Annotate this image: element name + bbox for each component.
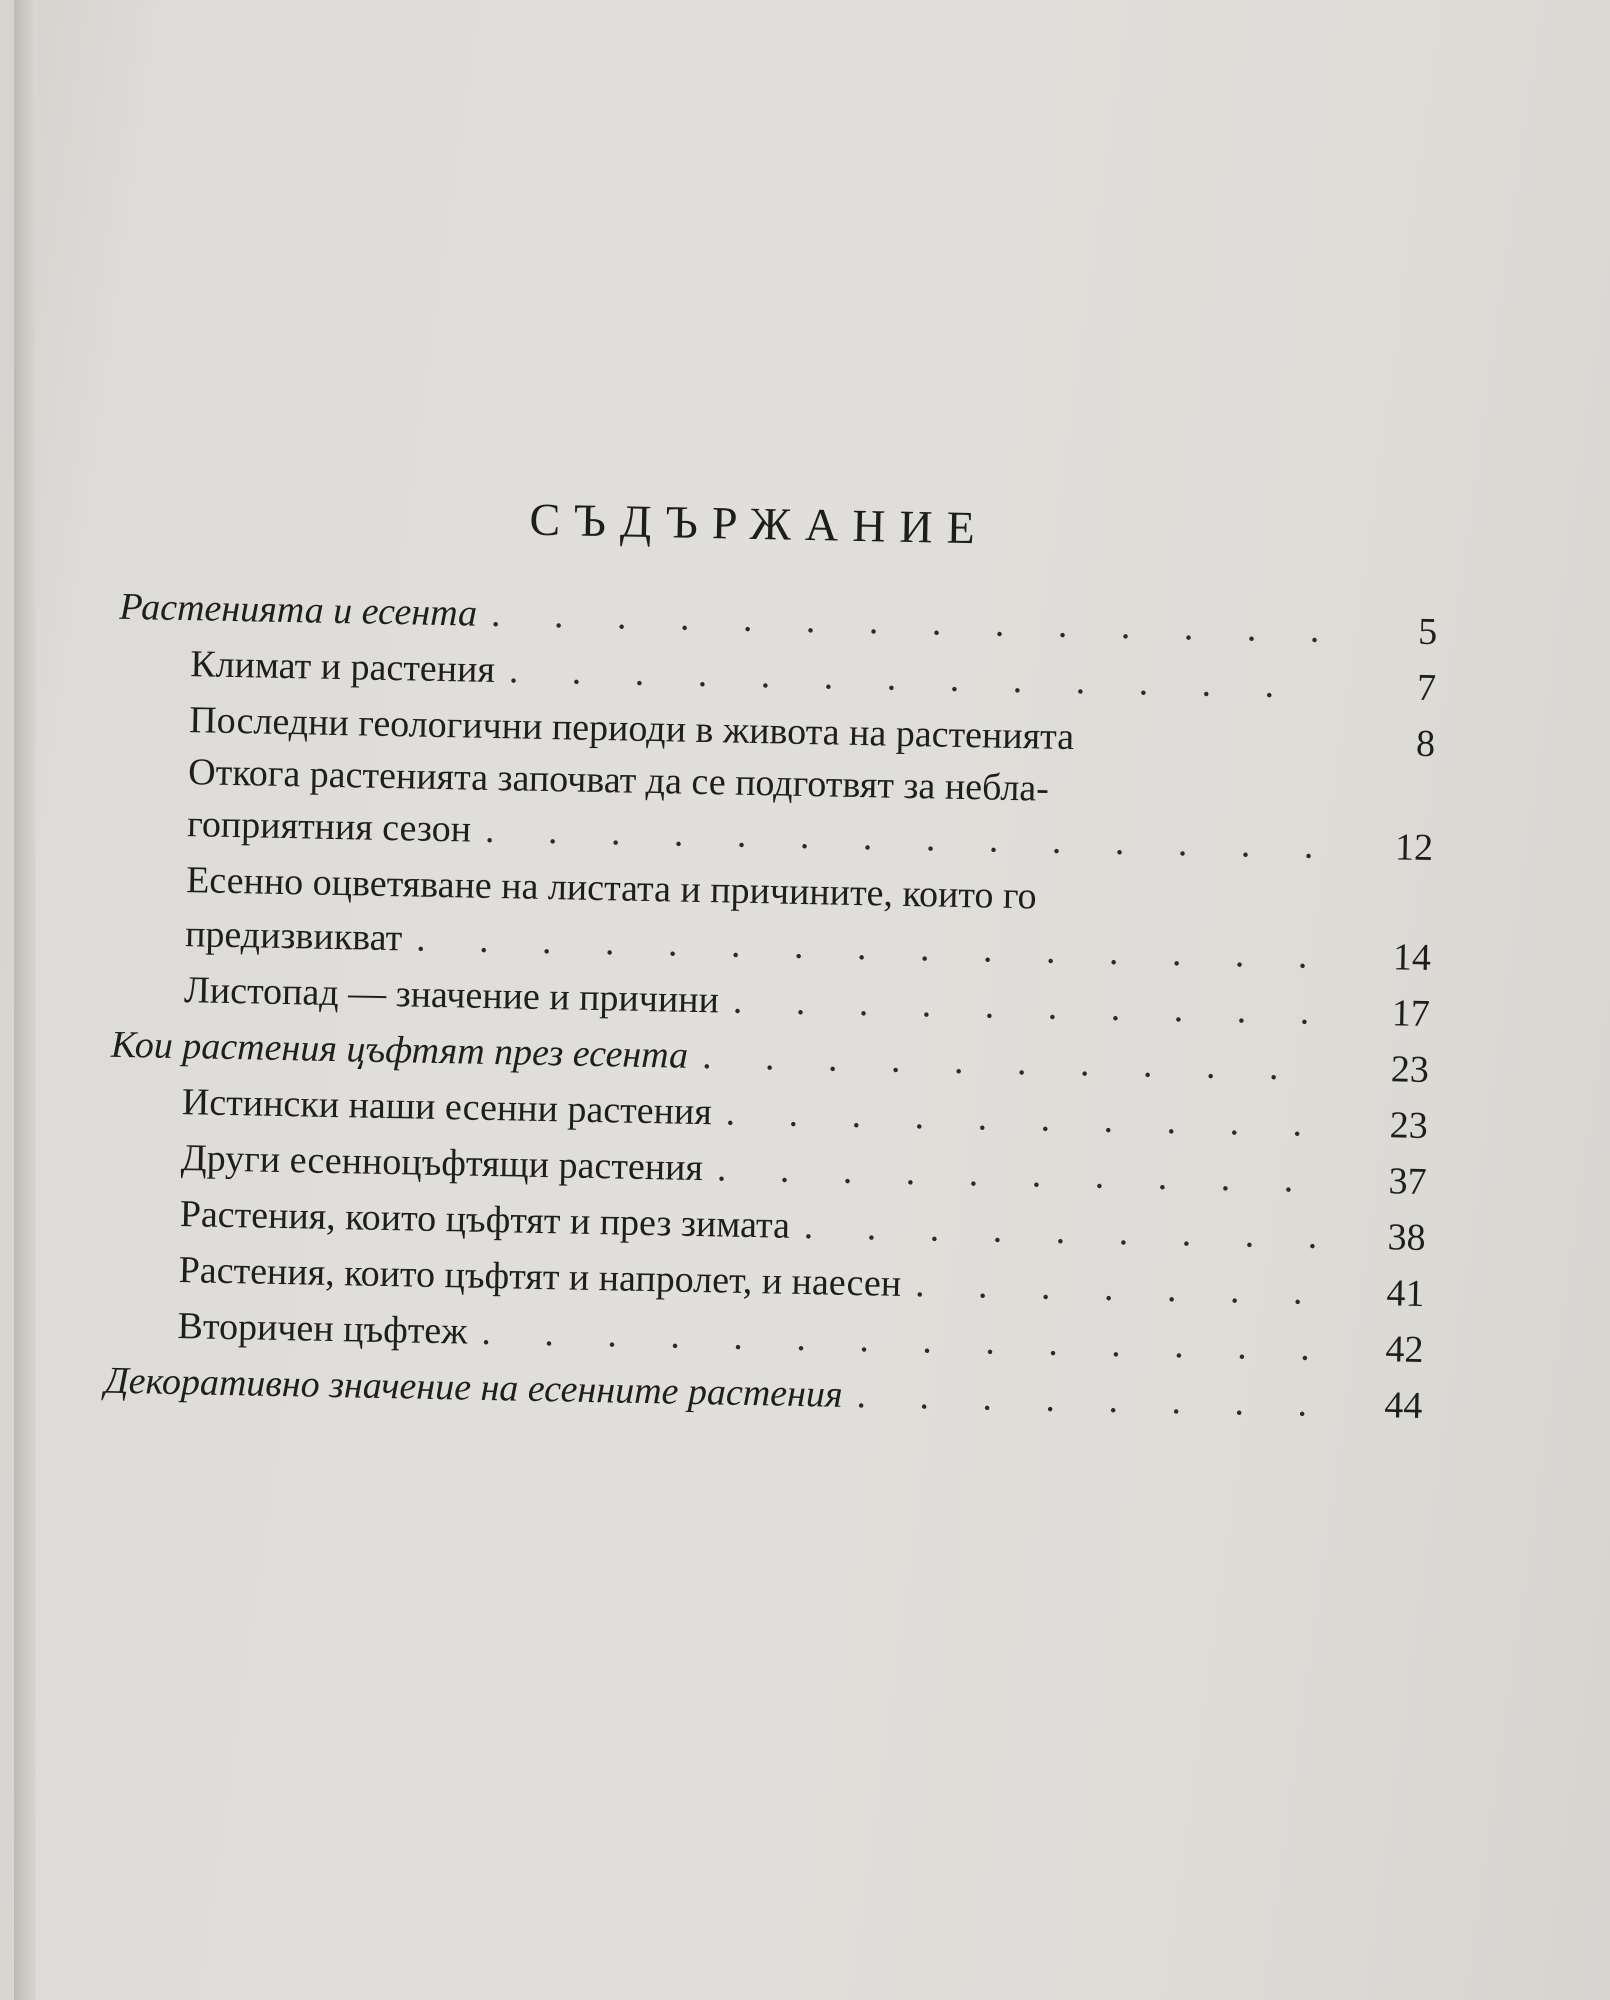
toc-entry-page: 38 xyxy=(1387,1216,1426,1259)
toc-entry-label: Истински наши есенни растения xyxy=(181,1081,713,1134)
leader-dots xyxy=(915,1262,1315,1314)
toc-entry-page: 7 xyxy=(1416,666,1437,710)
toc-entry-page: 23 xyxy=(1389,1104,1429,1147)
toc-entry xyxy=(104,1359,1423,1428)
toc-entry xyxy=(184,968,1431,1036)
leader-dots xyxy=(416,917,1322,978)
toc-entry-page: 37 xyxy=(1388,1160,1428,1203)
toc-entry-page: 14 xyxy=(1392,936,1432,980)
toc-entry xyxy=(179,1192,1426,1260)
toc-entry-label: Растенията и есента xyxy=(119,585,478,635)
toc-entry xyxy=(177,1304,1424,1372)
toc-entry xyxy=(180,1136,1427,1204)
toc-entry-label: Растения, които цъфтят и напролет, и наесен xyxy=(178,1249,902,1305)
toc-entry-continued-line: Откога растенията започват да се подготвят за небла- xyxy=(187,751,1050,810)
toc-title: СЪДЪРЖАНИЕ xyxy=(529,493,990,554)
leader-dots xyxy=(717,1146,1318,1202)
toc-entry-continued-line: Есенно оцветяване на листата и причините, които го xyxy=(185,859,1038,918)
toc-entry-label: Декоративно значение на есенните растения xyxy=(104,1359,844,1416)
leader-dots xyxy=(733,979,1321,1034)
leader-dots xyxy=(508,648,1326,708)
toc-entry-label: Други есенноцъфтящи растения xyxy=(180,1137,704,1190)
toc-entry-page: 42 xyxy=(1385,1328,1424,1371)
leader-dots xyxy=(481,1310,1314,1370)
toc-entry-label: Климат и растения xyxy=(189,643,496,691)
toc-entry-page: 8 xyxy=(1415,722,1436,766)
toc-entry-page: 44 xyxy=(1383,1384,1423,1427)
toc-entry-page: 5 xyxy=(1417,610,1438,654)
toc-entry xyxy=(178,1248,1425,1316)
toc-entry-label: предизвикват xyxy=(184,913,403,960)
toc-entry-label: гоприятния сезон xyxy=(186,803,472,851)
leader-dots xyxy=(856,1373,1313,1426)
leader-dots xyxy=(491,592,1328,652)
toc-entry-label: Последни геологични периоди в живота на растенията xyxy=(188,699,1075,759)
toc-entry-page: 41 xyxy=(1386,1272,1425,1315)
toc-entry-page: 23 xyxy=(1390,1048,1430,1091)
toc-entry-label: Вторичен цъфтеж xyxy=(177,1305,468,1353)
leader-dots xyxy=(725,1091,1318,1146)
leader-dots xyxy=(803,1204,1316,1258)
toc-entry-page: 12 xyxy=(1394,826,1434,870)
toc-entry-page: 17 xyxy=(1391,992,1431,1036)
leader-dots xyxy=(702,1034,1319,1090)
leader-dots xyxy=(485,808,1324,868)
toc-entry xyxy=(182,1080,1429,1148)
toc-entry xyxy=(190,642,1437,710)
toc-entry-label: Кои растения цъфтят през есента xyxy=(110,1023,689,1077)
toc-entry-label: Листопад — значение и причини xyxy=(183,969,720,1022)
toc-entry-label: Растения, които цъфтят и през зимата xyxy=(179,1193,791,1247)
